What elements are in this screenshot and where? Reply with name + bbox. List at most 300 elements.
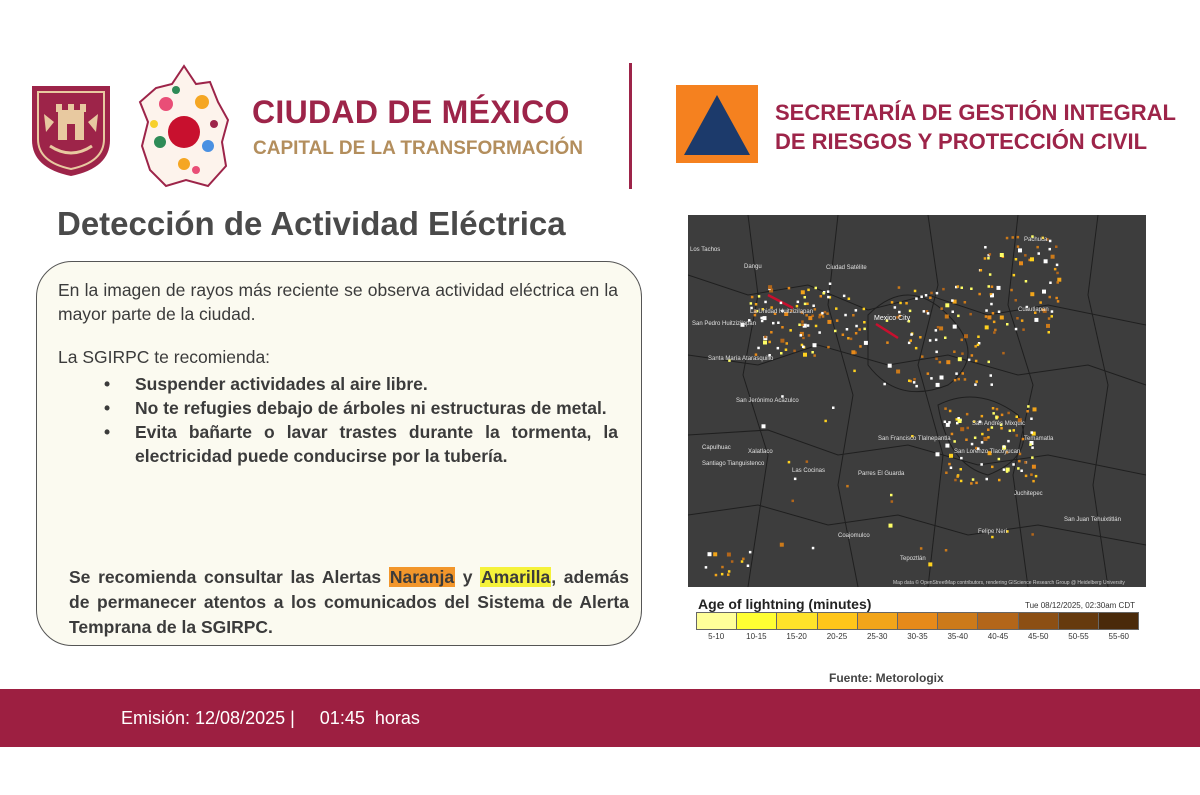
- lightning-strike: [751, 296, 754, 299]
- lightning-strike: [945, 444, 949, 448]
- lightning-strike: [827, 346, 830, 349]
- lightning-strike: [764, 336, 767, 339]
- lightning-strike: [863, 321, 866, 324]
- lightning-strike: [971, 354, 974, 357]
- and-word: y: [462, 567, 473, 587]
- lightning-strike: [935, 351, 938, 354]
- lightning-strike: [991, 466, 994, 469]
- lightning-strike: [835, 307, 838, 310]
- lightning-strike: [991, 286, 994, 289]
- place-label: Cuautlapan: [1018, 307, 1049, 313]
- lightning-strike: [780, 302, 783, 305]
- lightning-strike: [763, 341, 767, 345]
- lightning-strike: [822, 292, 825, 295]
- place-label: San Pedro Huitzizilapan: [692, 321, 757, 327]
- lightning-strike: [802, 337, 805, 340]
- lightning-strike: [935, 339, 938, 342]
- lightning-strike: [936, 452, 940, 456]
- lightning-strike: [935, 358, 938, 361]
- lightning-strike: [768, 341, 771, 344]
- cdmx-subtitle: CAPITAL DE LA TRANSFORMACIÓN: [253, 138, 584, 159]
- secretaria-line-1: SECRETARÍA DE GESTIÓN INTEGRAL: [775, 100, 1176, 125]
- lightning-strike: [989, 273, 992, 276]
- lightning-strike: [834, 330, 837, 333]
- lightning-strike: [994, 329, 997, 332]
- lightning-strike: [1001, 414, 1004, 417]
- legend-bin-label: 50-55: [1068, 632, 1089, 641]
- lightning-strike: [940, 376, 944, 380]
- lightning-strike: [785, 349, 788, 352]
- lightning-strike: [728, 570, 731, 573]
- lightning-strike: [944, 407, 947, 410]
- lightning-strike: [948, 463, 951, 466]
- lightning-strike: [1051, 310, 1054, 313]
- lightning-map: [688, 215, 1146, 587]
- lightning-strike: [913, 378, 916, 381]
- lightning-strike: [806, 303, 809, 306]
- lightning-strike: [991, 536, 994, 539]
- lightning-strike: [1055, 246, 1058, 249]
- lightning-strike: [818, 331, 821, 334]
- lightning-strike: [955, 372, 958, 375]
- lightning-strike: [852, 314, 855, 317]
- recommendation-item: • Evita bañarte o lavar trastes durante la tormenta, la electricidad puede conducirse por la tubería.: [100, 420, 618, 468]
- lightning-strike: [1015, 328, 1018, 331]
- lightning-strike: [993, 321, 996, 324]
- legend-swatch: [978, 613, 1018, 629]
- lightning-strike: [992, 412, 995, 415]
- lightning-strike: [939, 326, 943, 330]
- lightning-strike: [937, 326, 940, 329]
- lightning-strike: [960, 427, 964, 431]
- lightning-strike: [793, 350, 796, 353]
- lightning-strike: [1031, 431, 1034, 434]
- lightning-strike: [768, 285, 772, 289]
- lightning-strike: [960, 457, 963, 460]
- lightning-strike: [808, 334, 811, 337]
- source-label: Fuente: Metorologix: [829, 671, 944, 685]
- lightning-strike: [951, 433, 954, 436]
- lightning-strike: [930, 292, 933, 295]
- lightning-strike: [758, 295, 761, 298]
- lightning-strike: [981, 415, 984, 418]
- lightning-strike: [1048, 331, 1051, 334]
- place-label: Temamatla: [1024, 436, 1054, 442]
- lightning-strike: [935, 329, 938, 332]
- lightning-strike: [1054, 268, 1057, 271]
- lightning-strike: [962, 372, 965, 375]
- lightning-strike: [827, 290, 830, 293]
- legend-bin-label: 20-25: [826, 632, 848, 641]
- lightning-strike: [1031, 533, 1034, 536]
- lightning-strike: [721, 566, 724, 569]
- legend-timestamp: Tue 08/12/2025, 02:30am CDT: [1025, 601, 1135, 610]
- legend-swatch: [818, 613, 858, 629]
- lightning-strike: [705, 566, 708, 569]
- lightning-strike: [858, 328, 861, 331]
- lightning-strike: [813, 354, 816, 357]
- lightning-strike: [855, 325, 858, 328]
- lightning-strike: [812, 547, 815, 550]
- lightning-strike: [786, 342, 789, 345]
- alert-orange-label: Naranja: [389, 567, 455, 587]
- lightning-strike: [1031, 456, 1034, 459]
- lightning-strike: [1049, 282, 1052, 285]
- lightning-strike: [1016, 434, 1019, 437]
- lightning-strike: [832, 407, 835, 410]
- lightning-strike: [1025, 475, 1028, 478]
- lightning-strike: [966, 413, 969, 416]
- lightning-strike: [964, 378, 967, 381]
- lightning-strike: [846, 328, 849, 331]
- lightning-strike: [844, 314, 847, 317]
- lightning-strike: [1030, 292, 1034, 296]
- lightning-strike: [921, 355, 924, 358]
- legend-bin-label: 15-20: [786, 632, 807, 641]
- lightning-strike: [944, 337, 947, 340]
- lightning-strike: [777, 347, 780, 350]
- legend-bin-label: 5-10: [708, 632, 725, 641]
- lightning-strike: [821, 312, 824, 315]
- lightning-strike: [913, 381, 916, 384]
- lightning-strike: [1027, 405, 1030, 408]
- lightning-strike: [992, 312, 995, 315]
- place-label: San Francisco Tlalnepantla: [878, 436, 951, 442]
- legend-bin-label: 55-60: [1108, 632, 1130, 641]
- lightning-strike: [961, 339, 964, 342]
- lightning-strike: [960, 480, 963, 483]
- lightning-strike: [855, 332, 858, 335]
- lightning-strike: [950, 467, 953, 470]
- lightning-strike: [1000, 316, 1004, 320]
- lightning-strike: [899, 302, 902, 305]
- lightning-strike: [804, 303, 807, 306]
- legend-swatch: [1059, 613, 1099, 629]
- lightning-strike: [975, 380, 978, 383]
- lightning-strike: [991, 383, 994, 386]
- lightning-strike: [1012, 236, 1015, 239]
- map-attribution: Map data © OpenStreetMap contributors, rendering GIScience Research Group @ Heidelberg University: [893, 580, 1125, 586]
- lightning-strike: [898, 286, 901, 289]
- lightning-strike: [1018, 248, 1022, 252]
- lightning-strike: [958, 419, 962, 423]
- lightning-strike: [800, 334, 803, 337]
- lightning-strike: [1000, 253, 1004, 257]
- lightning-strike: [985, 325, 989, 329]
- lightning-strike: [936, 292, 939, 295]
- lightning-strike: [827, 296, 830, 299]
- lightning-strike: [1049, 240, 1052, 243]
- cdmx-floral-map-logo: [136, 62, 232, 190]
- legend-swatch: [858, 613, 898, 629]
- legend-bin-label: 30-35: [907, 632, 928, 641]
- legend-swatch: [777, 613, 817, 629]
- lightning-strike: [820, 295, 823, 298]
- lightning-strike: [788, 461, 791, 464]
- lightning-strike: [953, 351, 956, 354]
- lightning-strike: [977, 344, 980, 347]
- cdmx-title: CIUDAD DE MÉXICO: [252, 94, 570, 130]
- lightning-strike: [956, 475, 959, 478]
- triangle-icon: [680, 89, 754, 159]
- place-label: Parres El Guarda: [858, 471, 905, 477]
- legend-swatch: [938, 613, 978, 629]
- lightning-strike: [945, 315, 949, 319]
- lightning-strike: [1006, 237, 1009, 240]
- lightning-strike: [915, 385, 918, 388]
- lightning-strike: [978, 293, 981, 296]
- lightning-strike: [794, 478, 797, 481]
- lightning-strike: [888, 364, 892, 368]
- place-label: Felipe Neri: [978, 529, 1008, 535]
- lightning-strike: [1036, 246, 1039, 249]
- lightning-strike: [957, 285, 960, 288]
- page-title: Detección de Actividad Eléctrica: [57, 205, 566, 242]
- lightning-strike: [770, 331, 773, 334]
- lightning-strike: [1049, 248, 1052, 251]
- lightning-strike: [1022, 328, 1025, 331]
- lightning-strike: [827, 320, 831, 324]
- legend-title: Age of lightning (minutes): [698, 596, 872, 612]
- lightning-strike: [813, 343, 817, 347]
- lightning-strike: [905, 302, 908, 305]
- lightning-strike: [1019, 261, 1023, 265]
- lightning-strike: [848, 298, 851, 301]
- lightning-strike: [958, 378, 961, 381]
- lightning-strike: [806, 460, 809, 463]
- lightning-strike: [981, 433, 984, 436]
- lightning-strike: [1029, 443, 1032, 446]
- lightning-strike: [929, 339, 932, 342]
- lightning-strike: [958, 357, 962, 361]
- secretaria-line-2: DE RIESGOS Y PROTECCIÓN CIVIL: [775, 129, 1148, 154]
- legend-color-bar: [696, 612, 1139, 630]
- lightning-strike: [826, 312, 829, 315]
- lightning-strike: [910, 339, 913, 342]
- lightning-strike: [777, 322, 780, 325]
- lightning-strike: [1057, 300, 1060, 303]
- lightning-strike: [780, 543, 784, 547]
- legend-labels: [696, 632, 1139, 641]
- lightning-strike: [1013, 274, 1016, 277]
- alerts-suffix: , además de permanecer atentos a los comunicados del Sistema de Alerta Temprana de la SGIRPC.: [69, 567, 629, 637]
- lightning-strike: [1003, 468, 1006, 471]
- lightning-strike: [946, 360, 950, 364]
- lightning-strike: [936, 383, 940, 387]
- recommendation-item: • Suspender actividades al aire libre.: [100, 372, 618, 396]
- lightning-strike: [998, 311, 1001, 314]
- lightning-strike: [797, 301, 800, 304]
- lightning-strike: [988, 361, 991, 364]
- lightning-strike: [920, 296, 923, 299]
- lightning-strike: [1013, 429, 1016, 432]
- lightning-strike: [984, 257, 987, 260]
- lightning-strike: [1003, 445, 1006, 448]
- lightning-strike: [910, 333, 913, 336]
- legend-swatch: [737, 613, 777, 629]
- recommendation-list: [100, 372, 618, 468]
- lightning-strike: [889, 524, 893, 528]
- lightning-strike: [945, 303, 949, 307]
- legend-bin-label: 45-50: [1028, 632, 1049, 641]
- lightning-strike: [945, 549, 948, 552]
- recommendation-item: • No te refugies debajo de árboles ni estructuras de metal.: [100, 396, 618, 420]
- legend-swatch: [697, 613, 737, 629]
- lightning-strike: [928, 562, 932, 566]
- lightning-strike: [891, 301, 894, 304]
- lightning-strike: [990, 303, 993, 306]
- place-label: Capulhuac: [702, 445, 731, 451]
- lightning-strike: [801, 324, 804, 327]
- lightning-strike: [1016, 416, 1019, 419]
- lightning-strike: [815, 287, 818, 290]
- lightning-strike: [847, 337, 850, 340]
- lightning-strike: [1032, 465, 1036, 469]
- lightning-strike: [954, 379, 957, 382]
- lightning-strike: [843, 295, 846, 298]
- lightning-strike: [992, 407, 995, 410]
- lightning-strike: [855, 309, 858, 312]
- lightning-strike: [927, 372, 930, 375]
- lightning-strike: [750, 302, 753, 305]
- lightning-strike: [974, 437, 977, 440]
- lightning-strike: [824, 420, 827, 423]
- lightning-strike: [798, 324, 801, 327]
- place-label: Ciudad Satélite: [826, 265, 867, 271]
- lightning-strike: [731, 560, 734, 563]
- lightning-strike: [1020, 470, 1023, 473]
- lightning-strike: [964, 301, 967, 304]
- legend-swatch: [1019, 613, 1059, 629]
- lightning-strike: [708, 552, 712, 556]
- lightning-strike: [1035, 475, 1038, 478]
- lightning-strike: [939, 361, 942, 364]
- lightning-strike: [727, 573, 730, 576]
- lightning-strike: [1034, 318, 1038, 322]
- lightning-strike: [846, 485, 849, 488]
- lightning-strike: [747, 565, 750, 568]
- lightning-strike: [1002, 352, 1005, 355]
- lightning-strike: [749, 551, 752, 554]
- lightning-strike: [951, 299, 954, 302]
- lightning-strike: [851, 350, 855, 354]
- lightning-strike: [1016, 317, 1019, 320]
- activity-paragraph: En la imagen de rayos más reciente se observa actividad eléctrica en la mayor parte de la ciudad.: [58, 280, 618, 324]
- lightning-strike: [953, 440, 956, 443]
- lightning-strike: [1007, 412, 1010, 415]
- lightning-strike: [829, 283, 832, 286]
- lightning-strike: [965, 439, 968, 442]
- legend-bin-label: 35-40: [947, 632, 968, 641]
- lightning-strike: [894, 306, 897, 309]
- lightning-strike: [974, 383, 977, 386]
- lightning-strike: [1038, 252, 1041, 255]
- place-label: La Unidad Huitzizilapan: [750, 309, 814, 315]
- lightning-strike: [1057, 281, 1060, 284]
- lightning-strike: [1030, 473, 1033, 476]
- lightning-strike: [1024, 461, 1027, 464]
- lightning-strike: [946, 423, 950, 427]
- lightning-strike: [864, 341, 868, 345]
- lightning-strike: [980, 269, 983, 272]
- lightning-strike: [863, 328, 866, 331]
- lightning-strike: [1056, 272, 1059, 275]
- lightning-strike: [1017, 245, 1020, 248]
- place-label: Xalatlaco: [748, 449, 773, 455]
- proteccion-civil-logo: [676, 85, 758, 163]
- lightning-strike: [1009, 430, 1012, 433]
- lightning-strike: [957, 315, 960, 318]
- lightning-strike: [814, 308, 817, 311]
- lightning-strike: [986, 478, 989, 481]
- recommend-intro: La SGIRPC te recomienda:: [58, 347, 271, 367]
- lightning-strike: [953, 325, 957, 329]
- lightning-strike: [996, 408, 999, 411]
- place-label: San Juan Tehuixtitlán: [1064, 517, 1121, 523]
- lightning-strike: [1017, 467, 1020, 470]
- lightning-strike: [908, 380, 911, 383]
- lightning-strike: [1026, 410, 1029, 413]
- lightning-strike: [1033, 407, 1037, 411]
- lightning-strike: [961, 352, 964, 355]
- lightning-strike: [788, 287, 791, 290]
- lightning-strike: [1006, 468, 1010, 472]
- lightning-strike: [998, 479, 1001, 482]
- alert-yellow-label: Amarilla: [481, 567, 551, 587]
- alerts-paragraph: [69, 565, 629, 640]
- lightning-strike: [1015, 258, 1018, 261]
- lightning-strike: [755, 303, 758, 306]
- lightning-strike: [721, 573, 724, 576]
- lightning-strike: [1007, 440, 1010, 443]
- lightning-strike: [944, 421, 947, 424]
- lightning-strike: [974, 345, 977, 348]
- lightning-strike: [763, 316, 767, 320]
- place-label: San Andrés Mixquic: [972, 421, 1026, 427]
- lightning-strike: [1046, 324, 1050, 328]
- lightning-strike: [1024, 254, 1027, 257]
- lightning-strike: [915, 297, 918, 300]
- lightning-strike: [993, 331, 996, 334]
- lightning-strike: [853, 370, 856, 373]
- lightning-strike: [815, 325, 818, 328]
- cdmx-shield-logo: [30, 84, 112, 178]
- lightning-strike: [761, 320, 764, 323]
- lightning-strike: [987, 315, 991, 319]
- lightning-strike: [1031, 446, 1034, 449]
- lightning-strike: [1032, 480, 1035, 483]
- lightning-strike: [949, 454, 953, 458]
- place-label: Pachuca: [1024, 237, 1048, 243]
- lightning-strike: [983, 437, 987, 441]
- place-label: Juchitepec: [1014, 491, 1043, 497]
- lightning-strike: [1021, 319, 1024, 322]
- legend-swatch: [898, 613, 938, 629]
- lightning-strike: [925, 294, 928, 297]
- lightning-strike: [971, 443, 974, 446]
- lightning-strike: [883, 383, 886, 386]
- emission-timestamp: Emisión: 12/08/2025 | 01:45 horas: [121, 708, 420, 728]
- legend-bin-label: 25-30: [866, 632, 888, 641]
- lightning-strike: [945, 472, 948, 475]
- lightning-strike: [909, 310, 912, 313]
- lightning-strike: [940, 307, 943, 310]
- lightning-strike: [987, 257, 990, 260]
- lightning-strike: [1017, 236, 1020, 239]
- place-label: Santiago Tianguistenco: [702, 461, 765, 467]
- lightning-strike: [801, 290, 805, 294]
- lightning-strike: [915, 347, 918, 350]
